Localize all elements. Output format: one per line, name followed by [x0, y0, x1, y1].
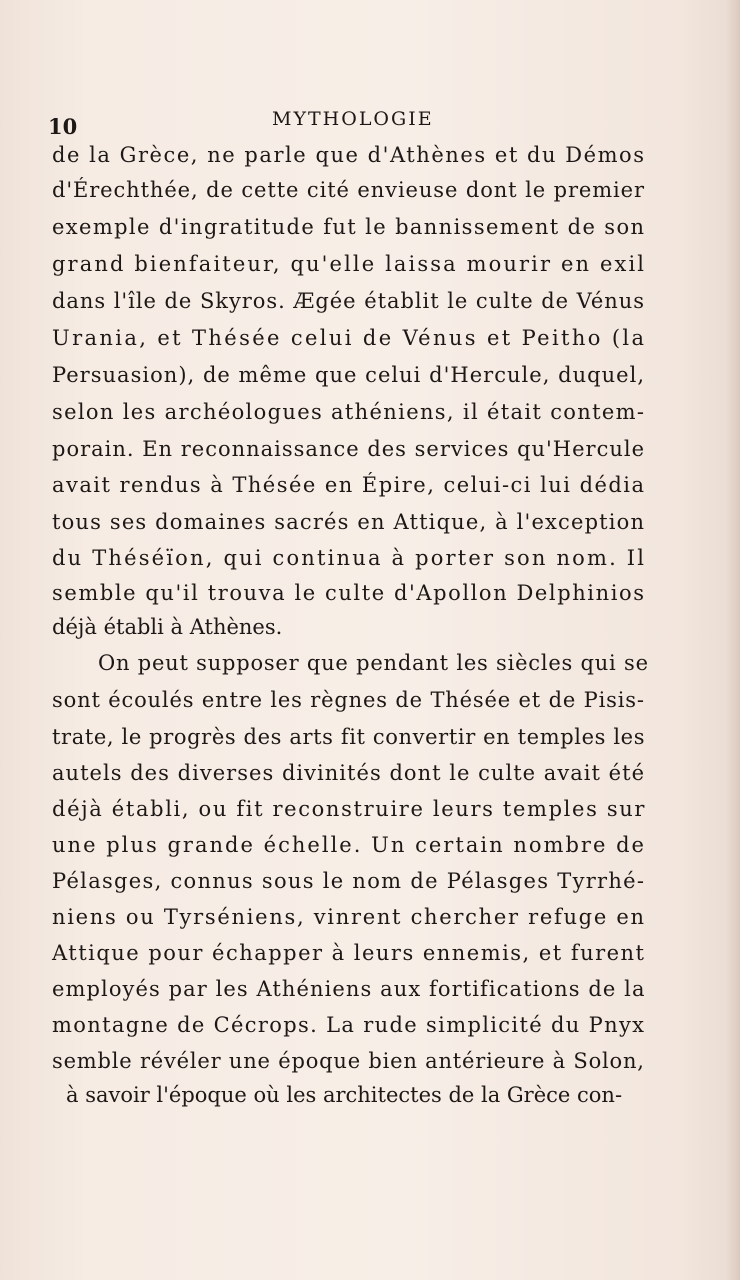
text-line: montagne de Cécrops. La rude simplicité du Pnyx — [52, 1013, 646, 1037]
text-line: une plus grande échelle. Un certain nombre de — [52, 833, 647, 857]
page-number: 10 — [48, 114, 78, 139]
paragraph-first-line: On peut supposer que pendant les siècles qui se — [98, 651, 649, 675]
text-line: d'Érechthée, de cette cité envieuse dont le premier — [52, 178, 645, 202]
page-header — [0, 108, 740, 138]
text-line: grand bienfaiteur, qu'elle laissa mourir en exil — [52, 252, 647, 276]
text-line: semble qu'il trouva le culte d'Apollon Delphinios — [52, 581, 646, 605]
text-line: Pélasges, connus sous le nom de Pélasges Tyrrhé- — [52, 869, 646, 893]
text-line: trate, le progrès des arts fit convertir en temples les — [52, 725, 646, 749]
text-line: autels des diverses divinités dont le culte avait été — [52, 761, 646, 785]
text-line: porain. En reconnaissance des services qu'Hercule — [52, 437, 645, 461]
text-line: Persuasion), de même que celui d'Hercule, duquel, — [52, 363, 646, 387]
text-line: Urania, et Thésée celui de Vénus et Peitho (la — [52, 326, 647, 350]
text-line: sont écoulés entre les règnes de Thésée et de Pisis- — [52, 688, 645, 712]
text-line: de la Grèce, ne parle que d'Athènes et du Démos — [52, 143, 646, 167]
text-line: avait rendus à Thésée en Épire, celui-ci lui dédia — [52, 473, 646, 497]
text-line: du Théséïon, qui continua à porter son nom. Il — [52, 546, 647, 570]
text-line: déjà établi à Athènes. — [52, 615, 283, 639]
text-line: selon les archéologues athéniens, il était contem- — [52, 400, 646, 424]
text-line: employés par les Athéniens aux fortifications de la — [52, 977, 646, 1001]
text-line: déjà établi, ou fit reconstruire leurs temples sur — [52, 797, 647, 821]
text-line: exemple d'ingratitude fut le bannissement de son — [52, 215, 646, 239]
text-line: Attique pour échapper à leurs ennemis, et furent — [52, 941, 646, 965]
text-line: à savoir l'époque où les architectes de la Grèce con- — [66, 1083, 623, 1107]
running-head: MYTHOLOGIE — [272, 108, 434, 130]
text-line: tous ses domaines sacrés en Attique, à l'exception — [52, 510, 646, 534]
text-line: semble révéler une époque bien antérieure à Solon, — [52, 1049, 645, 1073]
text-line: dans l'île de Skyros. Ægée établit le culte de Vénus — [52, 289, 645, 313]
text-line: niens ou Tyrséniens, vinrent chercher refuge en — [52, 905, 646, 929]
page-edge-shadow — [726, 0, 740, 1280]
